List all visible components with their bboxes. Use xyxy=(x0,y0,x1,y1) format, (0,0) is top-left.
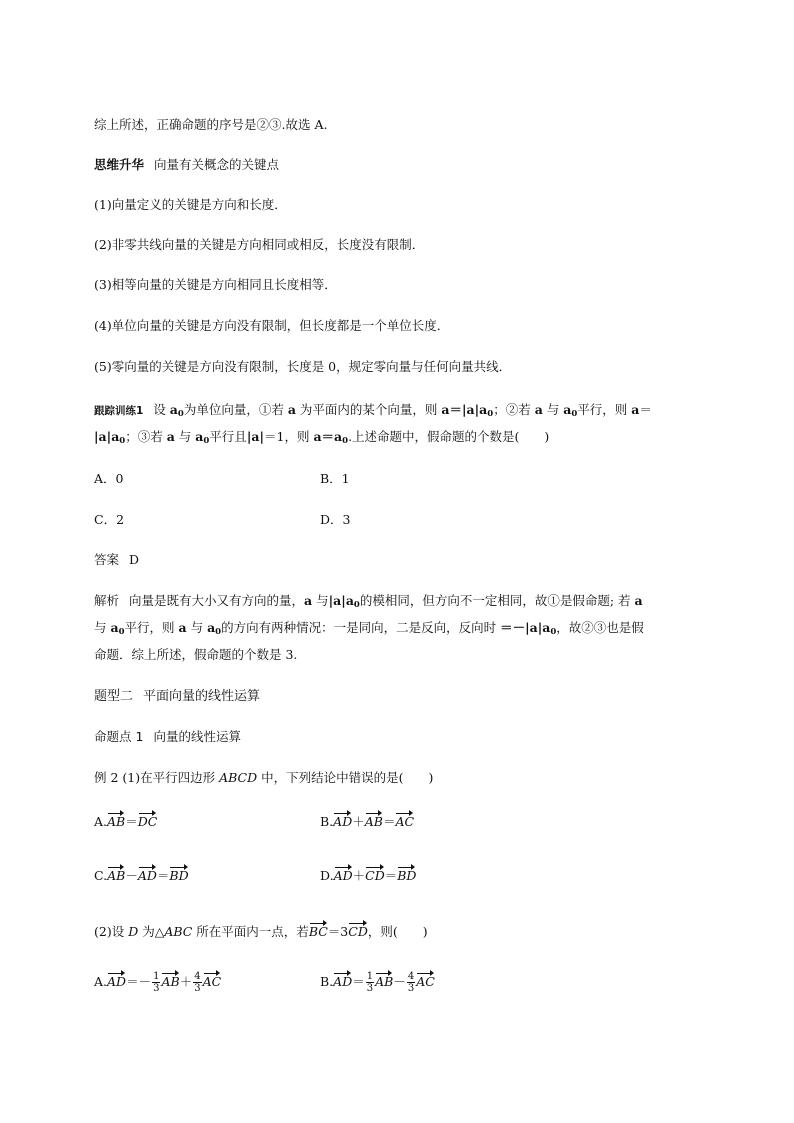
num: 4 xyxy=(407,971,415,982)
text: 的方向有两种情况：一是同向，二是反向，反向时 xyxy=(221,620,501,635)
text: 与 xyxy=(174,429,196,444)
text: 平行，则 xyxy=(577,402,632,417)
answer-label: 答案 xyxy=(94,552,120,567)
vector-bd: BD xyxy=(169,864,188,882)
vector-ad: AD xyxy=(333,970,352,988)
eq: ＝ xyxy=(156,868,170,883)
text: D xyxy=(128,924,139,939)
vector-ab: AB xyxy=(375,970,393,988)
den: 3 xyxy=(153,983,160,994)
plus: ＋ xyxy=(352,814,365,829)
option-a: A．0 xyxy=(94,471,124,486)
sub: 0 xyxy=(353,600,360,610)
num: 1 xyxy=(366,971,374,982)
thinking-label: 思维升华 xyxy=(94,157,145,172)
vector-ab: AB xyxy=(107,864,125,882)
analysis-label: 解析 xyxy=(94,593,120,608)
abs-a-a0: |a|a xyxy=(94,429,120,444)
eq: ＝ xyxy=(352,974,365,989)
thinking-item-2: (2)非零共线向量的关键是方向相同或相反，长度没有限制． xyxy=(94,237,425,252)
vector-ad: AD xyxy=(107,970,126,988)
subtopic-label: 命题点 1 xyxy=(94,729,144,744)
label: A. xyxy=(94,814,108,829)
text: (1)在平行四边形 xyxy=(122,770,220,785)
minus: － xyxy=(125,868,138,883)
text: 为平面内的某个向量，则 xyxy=(295,402,442,417)
vec-a: a xyxy=(563,402,572,417)
text: ；③若 xyxy=(125,429,167,444)
text: ABC xyxy=(164,924,193,939)
eq: ＝－|a|a xyxy=(500,620,551,635)
vector-bc: BC xyxy=(309,920,328,938)
text: ＝1，则 xyxy=(264,429,314,444)
text: 与 xyxy=(186,620,208,635)
text: .上述命题中，假命题的个数是( ) xyxy=(348,429,550,444)
vec-a: a xyxy=(166,429,175,444)
minus: － xyxy=(393,974,406,989)
vec-a: a xyxy=(110,620,119,635)
text: 的模相同，但方向不一定相同，故①是假命题; 若 xyxy=(359,593,635,608)
thinking-heading xyxy=(94,156,279,174)
sub: 0 xyxy=(571,409,578,419)
vector-cd: CD xyxy=(365,864,385,882)
answer-value: D xyxy=(129,552,140,567)
q1-option-a xyxy=(94,810,157,831)
vector-ab: AB xyxy=(365,810,383,828)
eq: ＝ xyxy=(384,868,398,883)
subtopic-title: 向量的线性运算 xyxy=(153,729,241,744)
thinking-title: 向量有关概念的关键点 xyxy=(154,157,280,172)
eq: ＝ xyxy=(382,814,396,829)
den: 3 xyxy=(407,983,415,994)
vector-ac: AC xyxy=(416,970,435,988)
vector-ad: AD xyxy=(333,810,352,828)
vector-ad: AD xyxy=(138,864,157,882)
text: 平行，则 xyxy=(124,620,179,635)
option-b: B．1 xyxy=(320,471,350,486)
eq-b: a＝a xyxy=(313,429,343,444)
analysis-line-1 xyxy=(94,592,643,614)
plus: ＋ xyxy=(179,974,193,989)
vec-a: a xyxy=(207,620,216,635)
fraction-one-third xyxy=(366,971,374,994)
thinking-item-5: (5)零向量的关键是方向没有限制，长度是 0，规定零向量与任何向量共线． xyxy=(94,359,512,374)
label: D. xyxy=(320,868,334,883)
text: ＝3 xyxy=(327,924,349,939)
q1-option-c xyxy=(94,864,189,885)
vector-ac: AC xyxy=(395,810,414,828)
sub: 0 xyxy=(550,627,557,637)
example-q2 xyxy=(94,920,428,941)
text: 中，下列结论中错误的是( ) xyxy=(257,770,434,785)
vec-a: a xyxy=(534,402,543,417)
topic-label: 题型二 xyxy=(94,689,134,704)
practice-line-2 xyxy=(94,428,549,450)
topic-heading xyxy=(94,688,260,706)
vec-a: a xyxy=(169,402,178,417)
subtopic-heading xyxy=(94,728,241,746)
example-q1 xyxy=(94,769,433,787)
vector-ab: AB xyxy=(161,970,179,988)
vec-a: a xyxy=(178,620,187,635)
text: 与 xyxy=(94,620,111,635)
text: ABCD xyxy=(219,770,258,785)
sub: 0 xyxy=(342,436,349,446)
q1-option-d xyxy=(320,864,416,885)
sub: 0 xyxy=(215,627,222,637)
text: 与 xyxy=(542,402,564,417)
text: (2)设 xyxy=(94,924,129,939)
text: ；②若 xyxy=(493,402,535,417)
sub: 0 xyxy=(118,627,125,637)
sub: 0 xyxy=(487,409,494,419)
text: 向量是既有大小又有方向的量， xyxy=(129,593,305,608)
analysis-line-2 xyxy=(94,619,644,641)
abs-a: |a| xyxy=(246,429,265,444)
eq: ＝ xyxy=(125,814,138,829)
vec-a: a xyxy=(634,593,643,608)
vector-cd: CD xyxy=(348,920,368,938)
text: 平行且 xyxy=(209,429,247,444)
den: 3 xyxy=(366,983,374,994)
thinking-item-3: (3)相等向量的关键是方向相同且长度相等． xyxy=(94,277,337,292)
vec-a: a xyxy=(304,593,313,608)
num: 1 xyxy=(153,971,160,982)
option-d: D．3 xyxy=(320,512,351,527)
fraction-one-third xyxy=(152,971,160,994)
text: 为△ xyxy=(138,924,165,939)
den: 3 xyxy=(194,983,201,994)
thinking-item-1: (1)向量定义的关键是方向和长度． xyxy=(94,197,287,212)
fraction-four-thirds xyxy=(407,971,415,994)
text: ，则( ) xyxy=(367,924,428,939)
vector-ac: AC xyxy=(203,970,222,988)
abs-a-a0: |a|a xyxy=(328,593,354,608)
answer-line xyxy=(94,551,139,569)
vector-dc: DC xyxy=(138,810,158,828)
num: 4 xyxy=(194,971,201,982)
label: C. xyxy=(94,868,108,883)
thinking-item-4: (4)单位向量的关键是方向没有限制，但长度都是一个单位长度． xyxy=(94,318,450,333)
vector-ad: AD xyxy=(334,864,353,882)
label: A. xyxy=(94,974,108,989)
sub: 0 xyxy=(203,436,210,446)
text: ，故②③也是假 xyxy=(556,620,644,635)
vec-a: a xyxy=(287,402,296,417)
topic-title: 平面向量的线性运算 xyxy=(143,689,261,704)
text: 所在平面内一点，若 xyxy=(192,924,309,939)
sub: 0 xyxy=(119,436,126,446)
label: B. xyxy=(320,974,334,989)
q2-option-b xyxy=(320,970,435,994)
vec-a: a xyxy=(195,429,204,444)
text: ＝ xyxy=(639,402,652,417)
vector-bd: BD xyxy=(397,864,416,882)
q2-option-a xyxy=(94,970,221,994)
fraction-four-thirds xyxy=(193,971,201,994)
eq-neg: ＝－ xyxy=(126,974,152,989)
option-c: C．2 xyxy=(94,512,125,527)
practice-line-1 xyxy=(94,401,652,423)
q1-option-b xyxy=(320,810,414,831)
sub: 0 xyxy=(177,409,184,419)
practice-label: 跟踪训练1 xyxy=(94,405,144,417)
label: B. xyxy=(320,814,334,829)
vec-a: a xyxy=(631,402,640,417)
vector-ab: AB xyxy=(107,810,125,828)
text: 与 xyxy=(312,593,329,608)
plus: ＋ xyxy=(352,868,366,883)
eq-a: a＝|a|a xyxy=(441,402,488,417)
summary-line: 综上所述，正确命题的序号是②③.故选 A. xyxy=(94,117,328,132)
analysis-line-3: 命题．综上所述，假命题的个数是 3. xyxy=(94,647,298,662)
text: 设 xyxy=(153,402,170,417)
text: 为单位向量，①若 xyxy=(183,402,288,417)
example-label: 例 2 xyxy=(94,770,119,785)
